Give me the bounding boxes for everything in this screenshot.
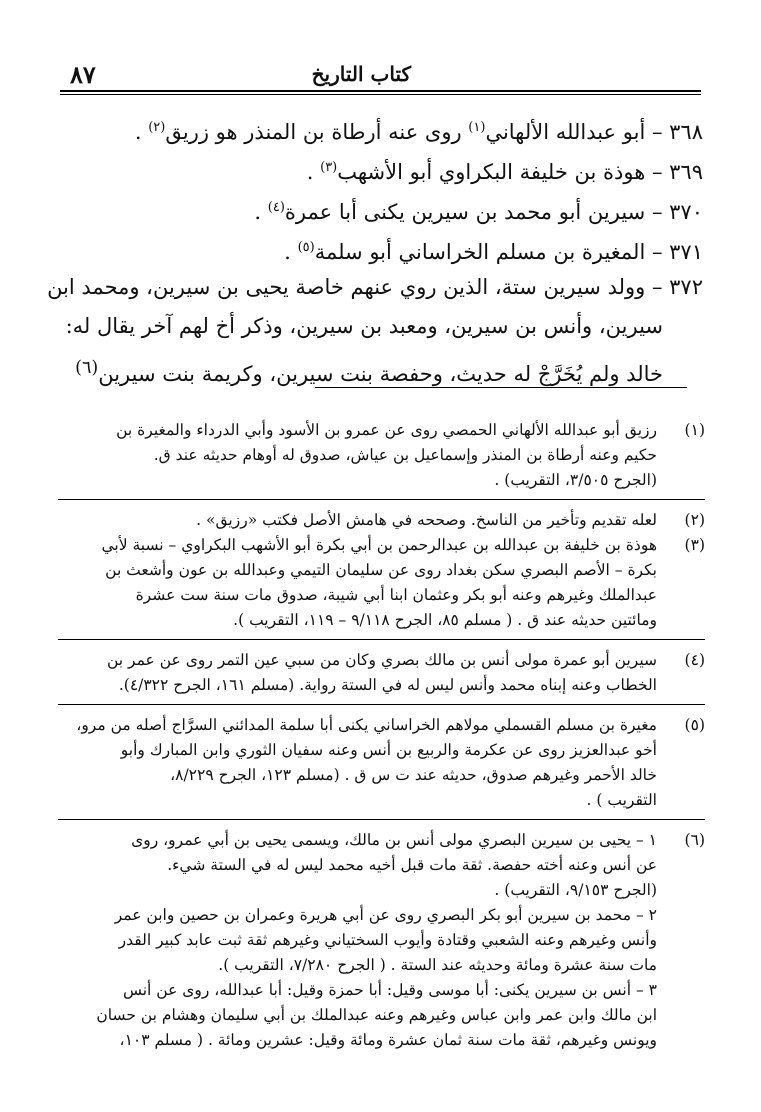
footnote-divider	[58, 639, 705, 640]
footnote-ref: (٤)	[267, 200, 285, 215]
page-header	[60, 56, 701, 96]
footnote-ref: (٦)	[75, 358, 99, 378]
footnote-label: (٣)	[684, 536, 705, 554]
footnote-ref: (٣)	[320, 160, 338, 175]
footnote-divider	[58, 819, 705, 820]
footnote-divider	[58, 704, 705, 705]
entry-370: ٣٧٠ – سيرين أبو محمد بن سيرين يكنى أبا عمرة$^{(٤)}$ .	[254, 200, 703, 224]
footnote-separator	[315, 387, 687, 388]
footnote-divider	[58, 499, 705, 500]
footnote-label: (٢)	[684, 511, 705, 529]
footnote-ref: (٥)	[297, 240, 315, 255]
main-text	[47, 110, 703, 395]
entry-369: ٣٦٩ – هوذة بن خليفة البكراوي أبو الأشهب$^{(٣)}$ .	[306, 160, 703, 184]
footnote-label: (٥)	[684, 716, 705, 734]
footnote-2: (٢) لعله تقديم وتأخير من الناسخ. وصححه في هامش الأصل فكتب «رزيق» .	[58, 508, 705, 533]
footnote-4: (٤) سيرين أبو عمرة مولى أنس بن مالك بصري وكان من سبي عين التمر روى عن عمر بن الخطاب وعنه إبناه محمد وأنس ليس له في الستة رواية. (مسلم ١٦١، الجرح ٤/٣٢٢).	[58, 648, 705, 698]
footnote-ref: (١)	[468, 120, 486, 135]
footnote-3: (٣) هوذة بن خليفة بن عبدالله بن عبدالرحمن بن أبي بكرة أبو الأشهب البكراوي – نسبة لأبي بكرة – الأصم البصري سكن بغداد روى عن سليمان التيمي وعبدالله بن عون وأشعث بن عبدالملك وغيرهم وعنه أبو بكر وعثمان ابنا أبي شيبة، صدوق مات سنة ست عشرة ومائتين حديثه عند ق . ( مسلم ٨٥، الجرح ٩/١١٨ – ١١٩، التقريب ).	[58, 533, 705, 633]
page-number: ٨٧	[70, 60, 96, 89]
running-title: كتاب التاريخ	[311, 62, 411, 86]
footnote-label: (١)	[684, 421, 705, 439]
entry-368: ٣٦٨ – أبو عبدالله الألهاني$^{(١)}$ روى عنه أرطاة بن المنذر هو زريق$^{(٢)}$ .	[134, 120, 703, 144]
entry-372-line-2: سيرين، وأنس بن سيرين، ومعبد بن سيرين، وذكر أخ لهم آخر يقال له:	[65, 314, 663, 338]
footnote-ref: (٢)	[148, 120, 166, 135]
footnote-label: (٦)	[684, 831, 705, 849]
footnote-6: (٦) ١ – يحيى بن سيرين البصري مولى أنس بن مالك، ويسمى يحيى بن أبي عمرو، روى عن أنس وعنه أخته حفصة. ثقة مات قبل أخيه محمد ليس له في الستة شيء. (الجرح ٩/١٥٣، التقريب) . ٢ – محمد بن سيرين أبو بكر البصري روى عن أبي هريرة وعمران بن حصين وابن عمر وأنس وغيرهم وعنه الشعبي وقتادة وأيوب السختياني وغيرهم ثقة ثبت عابد كبير القدر مات سنة عشرة ومائة وحديثه عند الستة . ( الجرح ٧/٢٨٠، التقريب ). ٣ – أنس بن سيرين يكنى: أبا موسى وقيل: أبا حمزة وقيل: أبا عبدالله، روى عن أنس ابن مالك وابن عمر وابن عباس وغيرهم وعنه عبدالملك بن أبي سليمان وهشام بن حسان ويونس وغيرهم، ثقة مات سنة ثمان عشرة ومائة وقيل: عشرين ومائة . ( مسلم ١٠٣،	[58, 828, 705, 1053]
header-rule-thin	[60, 94, 701, 95]
header-rule	[60, 90, 701, 92]
footnote-label: (٤)	[684, 651, 705, 669]
footnote-5: (٥) مغيرة بن مسلم القسملي مولاهم الخراساني يكنى أبا سلمة المدائني السرَّاج أصله من مرو، أخو عبدالعزيز روى عن عكرمة والربيع بن أنس وعنه سفيان الثوري وابن المبارك وأبو خالد الأحمر وغيرهم صدوق، حديثه عند ت س ق . (مسلم ١٢٣، الجرح ٨/٢٢٩، التقريب ) .	[58, 713, 705, 813]
entry-372-line-3: خالد ولم يُخَرَّجْ له حديث، وحفصة بنت سيرين، وكريمة بنت سيرين$^{(٦)}$	[75, 358, 663, 386]
entry-371: ٣٧١ – المغيرة بن مسلم الخراساني أبو سلمة$^{(٥)}$ .	[284, 240, 703, 264]
footnotes	[58, 418, 705, 1053]
entry-372: ٣٧٢ – وولد سيرين ستة، الذين روي عنهم خاصة يحيى بن سيرين، ومحمد ابن	[47, 275, 703, 299]
footnote-1: (١) رزيق أبو عبدالله الألهاني الحمصي روى عن عمرو بن الأسود وأبي الدرداء والمغيرة بن حكيم وعنه أرطاة بن المنذر وإسماعيل بن عياش، صدوق له أوهام حديثه عند ق. (الجرح ٣/٥٠٥، التقريب) .	[58, 418, 705, 493]
